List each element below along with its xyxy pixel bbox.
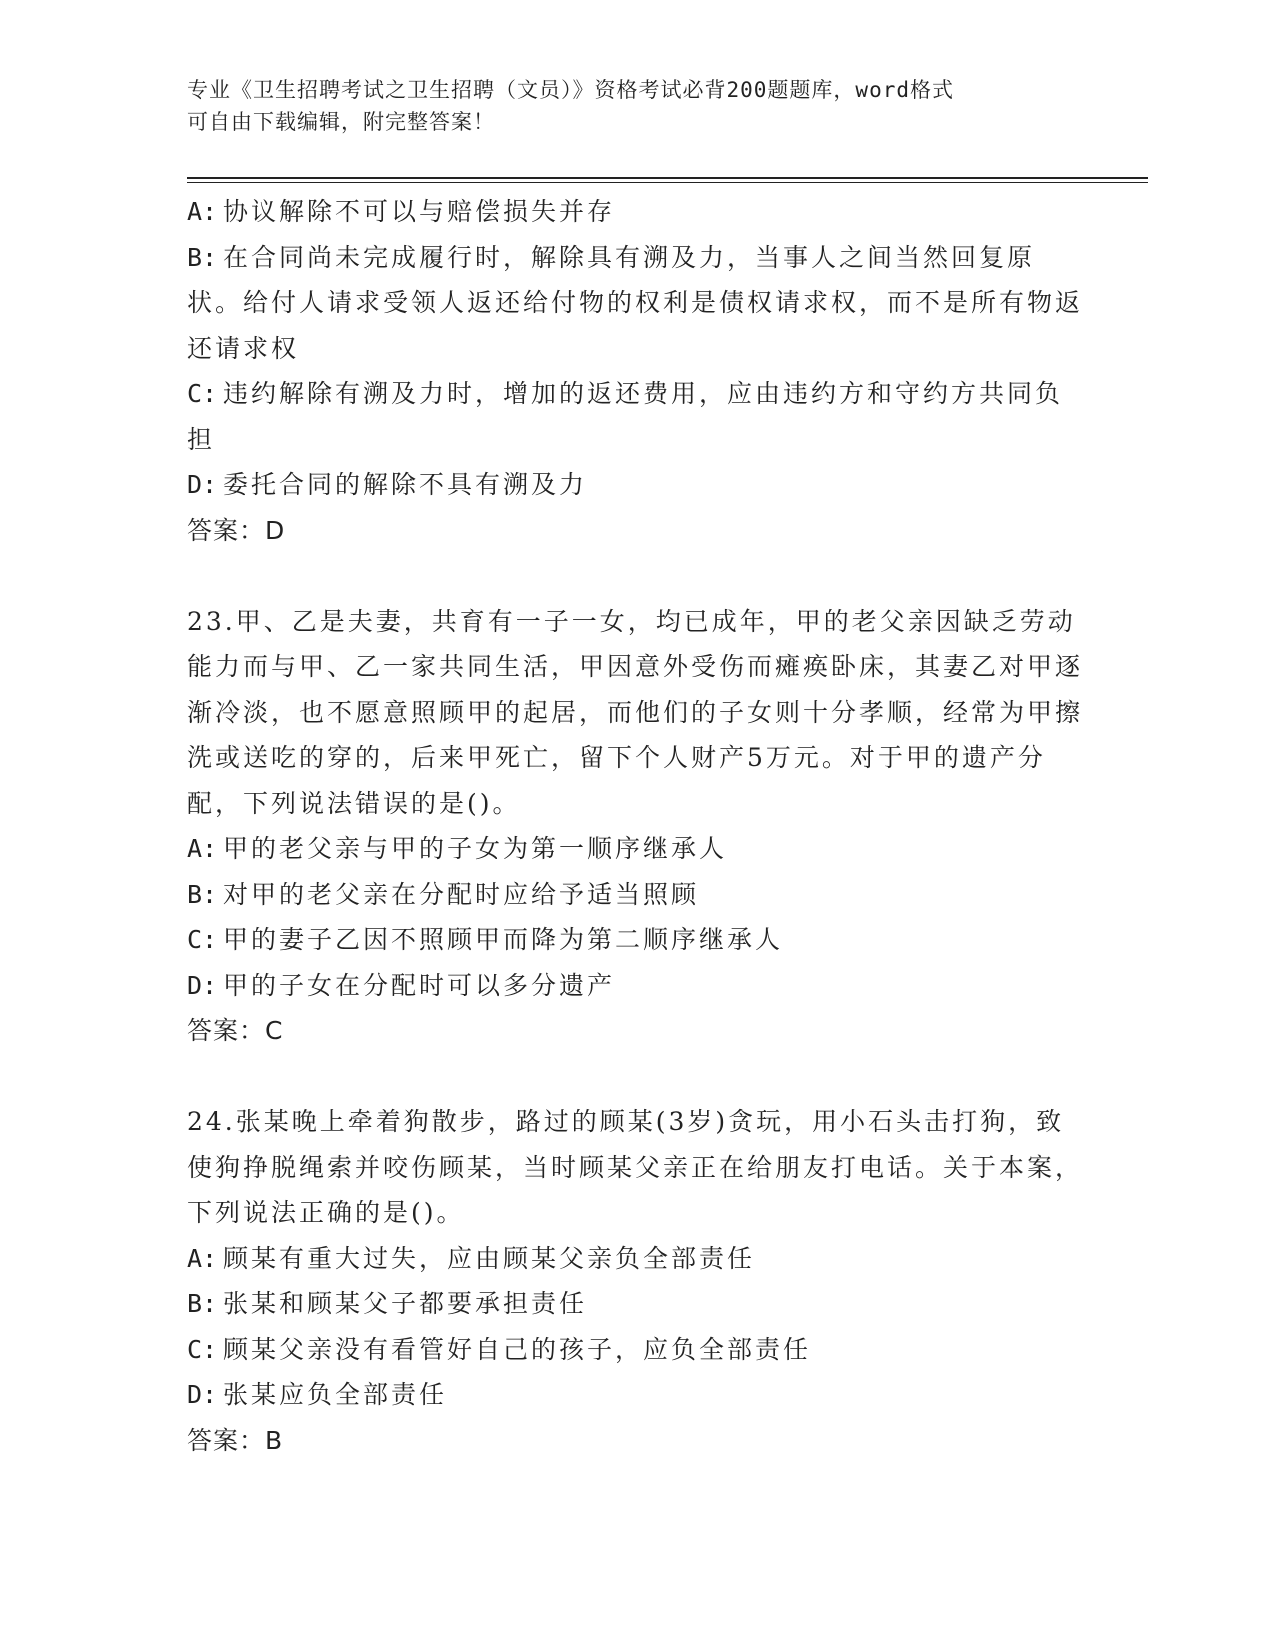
option-text: 违约解除有溯及力时，增加的返还费用，应由违约方和守约方共同负担	[187, 379, 1064, 454]
option-text: 顾某有重大过失，应由顾某父亲负全部责任	[223, 1243, 756, 1273]
option-label: D:	[187, 970, 218, 1000]
option-label: B:	[187, 242, 218, 272]
option-d	[187, 1372, 1087, 1418]
header-title-line-1: 专业《卫生招聘考试之卫生招聘（文员）》资格考试必背200题题库，word格式	[187, 78, 954, 102]
option-label: B:	[187, 1289, 218, 1318]
answer: 答案：B	[187, 1425, 284, 1455]
option-text: 协议解除不可以与赔偿损失并存	[223, 197, 616, 226]
option-label: D:	[187, 1380, 218, 1409]
answer: 答案：C	[187, 1016, 284, 1045]
spacer	[187, 553, 1087, 599]
option-label: C:	[187, 1334, 218, 1364]
option-text: 顾某父亲没有看管好自己的孩子，应负全部责任	[223, 1334, 812, 1364]
spacer	[187, 1054, 1087, 1100]
option-label: A:	[187, 834, 218, 863]
answer: 答案：D	[187, 515, 286, 545]
option-c	[187, 1327, 1087, 1373]
option-b	[187, 872, 1087, 918]
option-text: 委托合同的解除不具有溯及力	[223, 470, 588, 499]
option-label: C:	[187, 379, 218, 408]
option-text: 张某应负全部责任	[223, 1380, 448, 1409]
option-c	[187, 917, 1087, 963]
question-stem: 23.甲、乙是夫妻，共育有一子一女，均已成年，甲的老父亲因缺乏劳动能力而与甲、乙一家共同生活，甲因意外受伤而瘫痪卧床，其妻乙对甲逐渐冷淡，也不愿意照顾甲的起居，而他们的子女则十分孝顺，经常为甲擦洗或送吃的穿的，后来甲死亡，留下个人财产5万元。对于甲的遗产分配，下列说法错误的是()。	[187, 606, 1084, 818]
option-d	[187, 462, 1087, 508]
option-label: C:	[187, 925, 218, 954]
question-23	[187, 599, 1087, 1054]
option-label: B:	[187, 879, 218, 909]
option-label: D:	[187, 470, 218, 499]
option-b	[187, 1281, 1087, 1327]
question-22	[187, 189, 1087, 553]
option-text: 甲的妻子乙因不照顾甲而降为第二顺序继承人	[223, 925, 784, 954]
option-text: 甲的老父亲与甲的子女为第一顺序继承人	[223, 834, 728, 863]
header-title-line-2: 可自由下载编辑，附完整答案！	[187, 110, 495, 134]
option-a	[187, 826, 1087, 872]
document-body	[187, 189, 1087, 1463]
option-label: A:	[187, 1243, 218, 1273]
header-rule-thick	[187, 177, 1148, 179]
option-label: A:	[187, 197, 218, 226]
question-stem: 24.张某晚上牵着狗散步，路过的顾某(3岁)贪玩，用小石头击打狗，致使狗挣脱绳索并咬伤顾某，当时顾某父亲正在给朋友打电话。关于本案，下列说法正确的是()。	[187, 1107, 1084, 1227]
option-text: 对甲的老父亲在分配时应给予适当照顾	[223, 879, 700, 909]
option-d	[187, 963, 1087, 1009]
option-b	[187, 235, 1087, 372]
option-text: 甲的子女在分配时可以多分遗产	[223, 970, 616, 1000]
option-text: 在合同尚未完成履行时，解除具有溯及力，当事人之间当然回复原状。给付人请求受领人返还给付物的权利是债权请求权，而不是所有物返还请求权	[187, 242, 1084, 363]
option-text: 张某和顾某父子都要承担责任	[223, 1289, 588, 1318]
option-a	[187, 1236, 1087, 1282]
page-header	[187, 74, 1087, 138]
question-24	[187, 1099, 1087, 1463]
header-rule-thin	[187, 182, 1148, 183]
option-a	[187, 189, 1087, 235]
option-c	[187, 371, 1087, 462]
